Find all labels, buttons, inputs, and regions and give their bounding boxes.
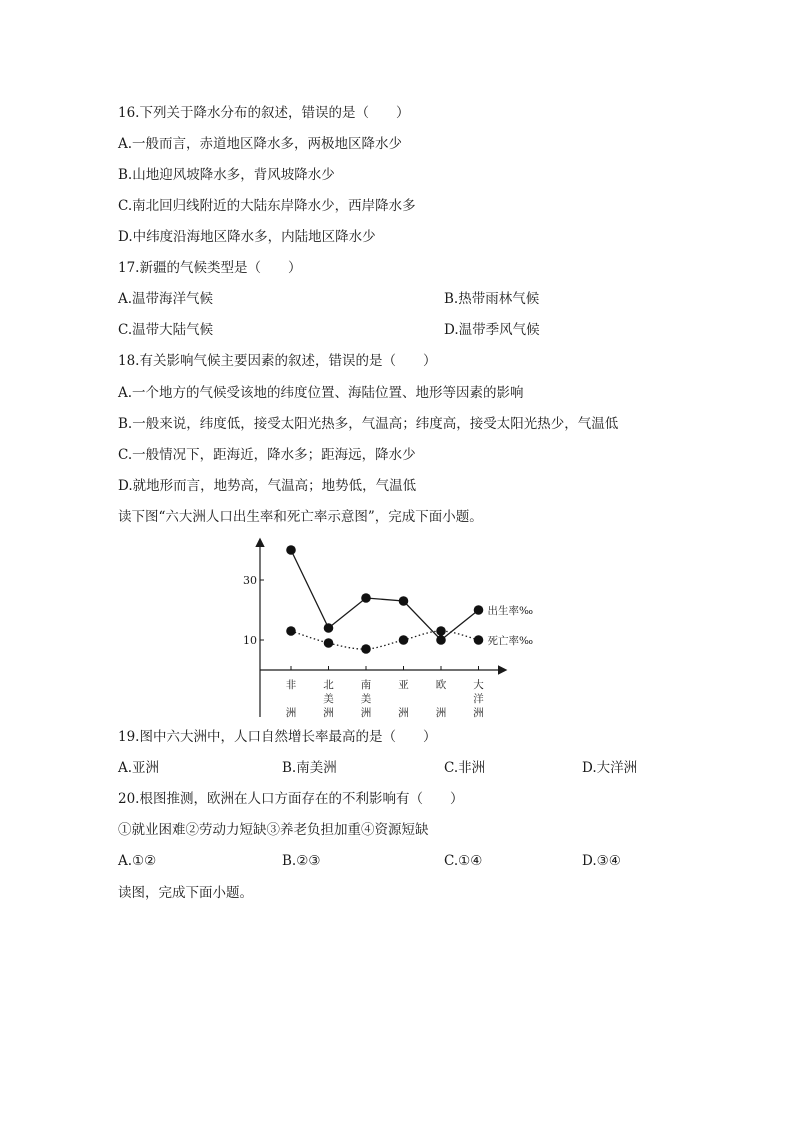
death-rate-point [324, 638, 334, 648]
q20-items: ①就业困难②劳动力短缺③养老负担加重④资源短缺 [118, 822, 429, 838]
svg-text:大: 大 [473, 679, 484, 691]
svg-text:欧: 欧 [435, 679, 447, 691]
svg-text:非: 非 [285, 679, 297, 691]
birth-rate-point [324, 623, 334, 633]
q20-option-a[interactable]: A.①② [118, 853, 157, 869]
death-rate-point [399, 635, 409, 645]
q18-option-d[interactable]: D.就地形而言，地势高，气温高；地势低，气温低 [118, 478, 417, 494]
q17-stem: 17.新疆的气候类型是（ ） [118, 260, 302, 276]
x-tick-label [473, 678, 484, 719]
svg-text:洲: 洲 [323, 707, 334, 719]
death-rate-point [474, 635, 484, 645]
q20-option-c[interactable]: C.①④ [444, 853, 483, 869]
svg-text:南: 南 [360, 679, 372, 691]
population-chart [240, 535, 570, 720]
q19-option-a[interactable]: A.亚洲 [118, 760, 160, 776]
intro-next: 读图，完成下面小题。 [118, 885, 253, 901]
q16-option-d[interactable]: D.中纬度沿海地区降水多，内陆地区降水少 [118, 229, 376, 245]
legend-death-rate: 死亡率‰ [487, 635, 534, 647]
x-tick-label [436, 678, 447, 719]
y-tick-label: 30 [243, 574, 257, 587]
q17-option-c[interactable]: C.温带大陆气候 [118, 322, 214, 338]
svg-text:美: 美 [360, 693, 372, 705]
svg-text:洲: 洲 [285, 707, 297, 719]
q18-option-a[interactable]: A.一个地方的气候受该地的纬度位置、海陆位置、地形等因素的影响 [118, 385, 524, 401]
svg-text:洲: 洲 [473, 707, 484, 719]
birth-rate-point [436, 635, 446, 645]
y-tick-label: 10 [243, 634, 257, 647]
q17-option-b[interactable]: B.热带雨林气候 [444, 291, 540, 307]
q19-option-c[interactable]: C.非洲 [444, 760, 486, 776]
q17-option-a[interactable]: A.温带海洋气候 [118, 291, 214, 307]
q16-stem: 16.下列关于降水分布的叙述，错误的是（ ） [118, 105, 410, 121]
death-rate-point [361, 644, 371, 654]
q18-option-c[interactable]: C.一般情况下，距海近，降水多；距海远，降水少 [118, 447, 416, 463]
x-tick-label [398, 679, 409, 719]
birth-rate-point [474, 605, 484, 615]
q18-stem: 18.有关影响气候主要因素的叙述，错误的是（ ） [118, 353, 437, 369]
series-line-death [291, 631, 479, 649]
q19-stem: 19.图中六大洲中，人口自然增长率最高的是（ ） [118, 729, 437, 745]
q16-option-a[interactable]: A.一般而言，赤道地区降水多，两极地区降水少 [118, 136, 403, 152]
intro-chart: 读下图“六大洲人口出生率和死亡率示意图”，完成下面小题。 [118, 509, 483, 525]
q19-option-b[interactable]: B.南美洲 [282, 760, 337, 776]
x-tick-label [286, 678, 297, 719]
svg-text:洋: 洋 [473, 693, 484, 705]
death-rate-point [436, 626, 446, 636]
q17-option-d[interactable]: D.温带季风气候 [444, 322, 540, 338]
svg-text:亚: 亚 [398, 679, 409, 691]
svg-text:洲: 洲 [435, 707, 447, 719]
q16-option-b[interactable]: B.山地迎风坡降水多，背风坡降水少 [118, 167, 335, 183]
q20-option-d[interactable]: D.③④ [582, 853, 621, 869]
x-tick-label [323, 679, 334, 719]
q18-option-b[interactable]: B.一般来说，纬度低，接受太阳光热多，气温高；纬度高，接受太阳光热少，气温低 [118, 416, 619, 432]
svg-text:洲: 洲 [398, 707, 409, 719]
q16-option-c[interactable]: C.南北回归线附近的大陆东岸降水少，西岸降水多 [118, 198, 416, 214]
birth-rate-point [361, 593, 371, 603]
x-tick-label [361, 678, 372, 719]
series-line-birth [291, 550, 479, 640]
q19-option-d[interactable]: D.大洋洲 [582, 760, 638, 776]
svg-text:北: 北 [323, 679, 334, 691]
q20-option-b[interactable]: B.②③ [282, 853, 321, 869]
birth-rate-point [399, 596, 409, 606]
svg-text:美: 美 [323, 693, 334, 705]
birth-rate-point [286, 545, 296, 555]
q20-stem: 20.根图推测，欧洲在人口方面存在的不利影响有（ ） [118, 791, 464, 807]
legend-birth-rate: 出生率‰ [487, 605, 534, 617]
death-rate-point [286, 626, 296, 636]
svg-text:洲: 洲 [360, 707, 372, 719]
